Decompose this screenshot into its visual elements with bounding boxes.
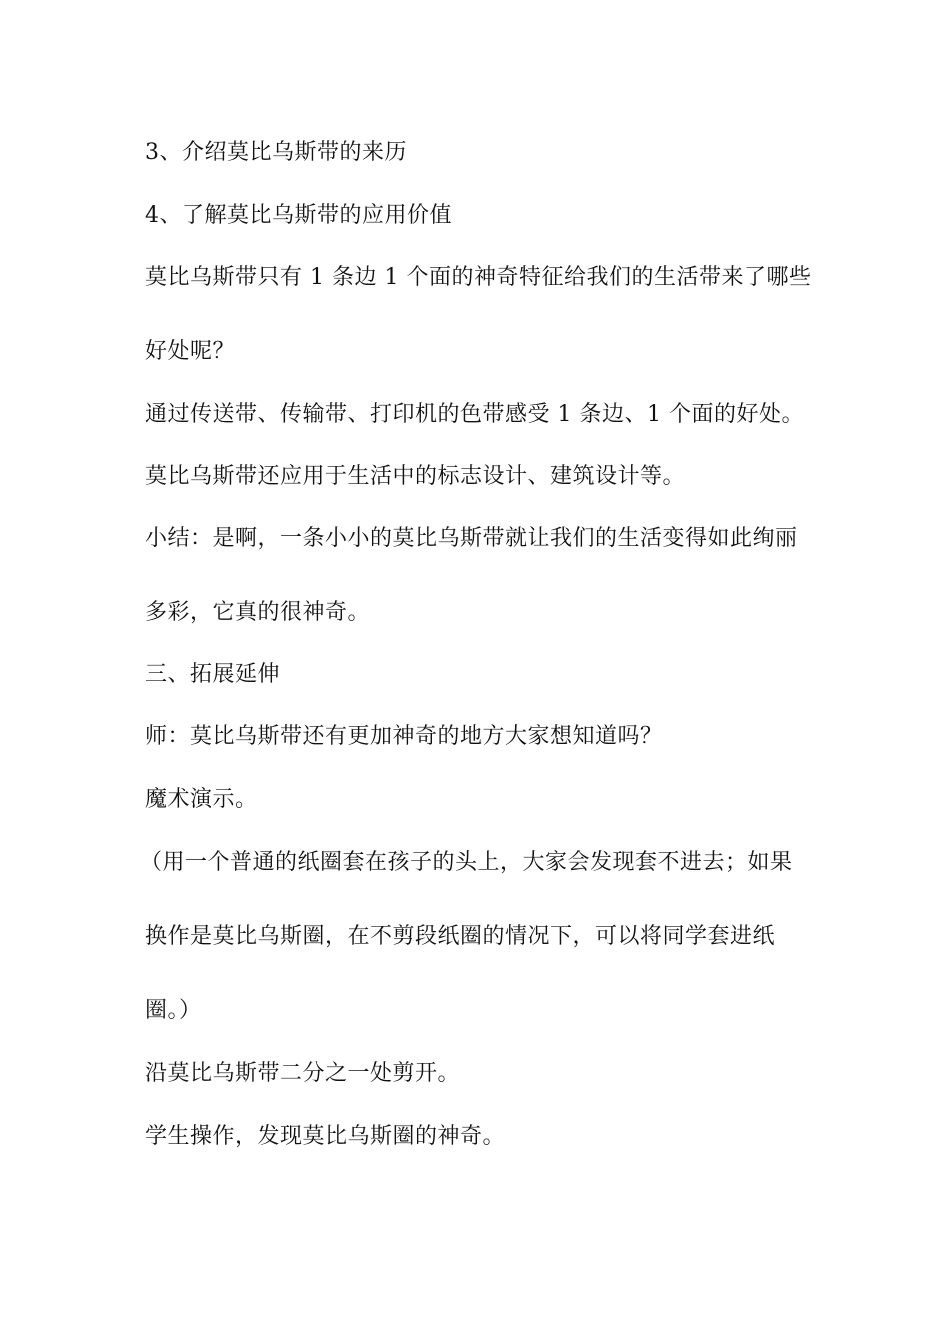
demo-description-line-1: （用一个普通的纸圈套在孩子的头上，大家会发现套不进去；如果 — [140, 850, 793, 875]
teacher-question: 师：莫比乌斯带还有更加神奇的地方大家想知道吗？ — [145, 724, 663, 749]
paragraph-conveyor-examples: 通过传送带、传输带、打印机的色带感受 1 条边、1 个面的好处。 — [145, 402, 804, 427]
demo-description-line-3: 圈。） — [145, 998, 202, 1023]
paragraph-design-applications: 莫比乌斯带还应用于生活中的标志设计、建筑设计等。 — [145, 464, 686, 489]
summary-line-1: 小结：是啊，一条小小的莫比乌斯带就让我们的生活变得如此绚丽 — [145, 526, 798, 551]
step-4-heading: 4、了解莫比乌斯带的应用价值 — [145, 203, 452, 228]
summary-line-2: 多彩，它真的很神奇。 — [145, 600, 371, 625]
student-activity: 学生操作，发现莫比乌斯圈的神奇。 — [145, 1124, 506, 1149]
section-3-heading: 三、拓展延伸 — [145, 662, 281, 687]
magic-demo-label: 魔术演示。 — [145, 787, 258, 812]
paragraph-question-line-2: 好处呢？ — [145, 339, 236, 364]
paragraph-question-line-1: 莫比乌斯带只有 1 条边 1 个面的神奇特征给我们的生活带来了哪些 — [145, 265, 812, 290]
cut-instruction: 沿莫比乌斯带二分之一处剪开。 — [145, 1061, 461, 1086]
demo-description-line-2: 换作是莫比乌斯圈，在不剪段纸圈的情况下，可以将同学套进纸 — [145, 924, 776, 949]
step-3-heading: 3、介绍莫比乌斯带的来历 — [145, 140, 407, 165]
